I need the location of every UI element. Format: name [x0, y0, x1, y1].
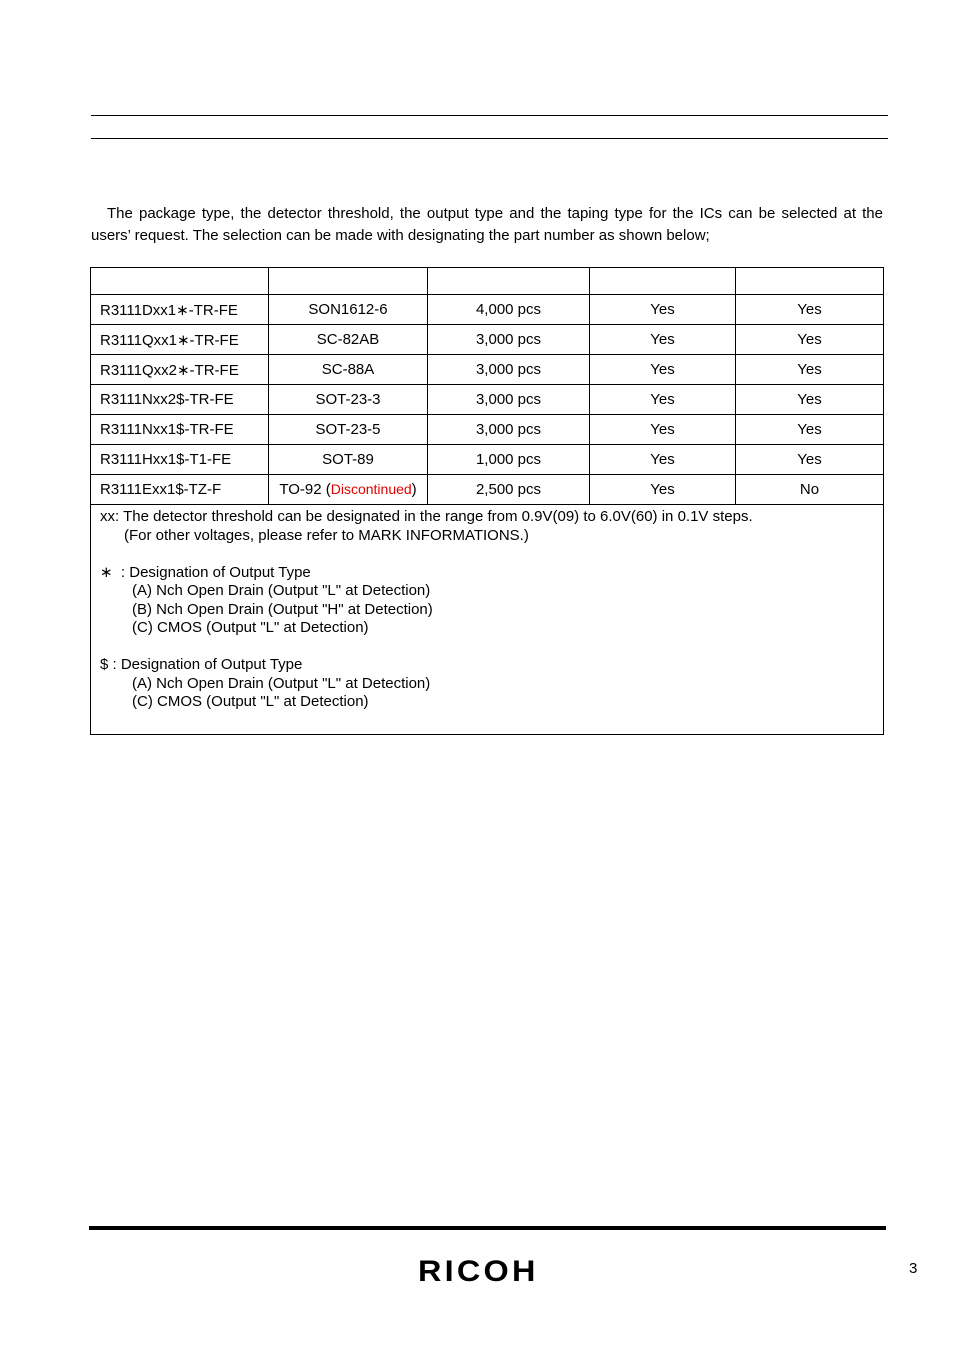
table-row [91, 475, 884, 505]
quantity-cell: 3,000 pcs [428, 325, 590, 355]
note-dollar-title: $ : Designation of Output Type [100, 656, 303, 673]
halogen-free-cell: Yes [736, 415, 884, 445]
quantity-cell: 3,000 pcs [428, 355, 590, 385]
part-number-cell: R3111Hxx1$-T1-FE [91, 445, 269, 475]
table-row [91, 385, 884, 415]
pb-free-cell: Yes [590, 295, 736, 325]
footer-rule [89, 1226, 886, 1230]
quantity-cell: 4,000 pcs [428, 295, 590, 325]
pb-free-cell: Yes [590, 325, 736, 355]
part-number-cell: R3111Exx1$-TZ-F [91, 475, 269, 505]
quantity-cell: 3,000 pcs [428, 385, 590, 415]
header-rule-top [91, 115, 888, 116]
ricoh-logo: RICOH [418, 1255, 539, 1288]
quantity-cell: 3,000 pcs [428, 415, 590, 445]
package-cell [269, 475, 428, 505]
discontinued-label: Discontinued [330, 481, 412, 497]
halogen-free-cell: Yes [736, 385, 884, 415]
table-row [91, 415, 884, 445]
pb-free-cell: Yes [590, 475, 736, 505]
note-star-a: (A) Nch Open Drain (Output "L" at Detection) [132, 582, 431, 599]
pb-free-cell: Yes [590, 445, 736, 475]
header-cell [590, 268, 736, 295]
intro-text: The package type, the detector threshold, the output type and the taping type for the ICs can be selected at the users’ request. The selection can be made with designating the part number as shown below; [91, 205, 883, 244]
table-row [91, 325, 884, 355]
part-number-cell: R3111Nxx1$-TR-FE [91, 415, 269, 445]
header-cell [736, 268, 884, 295]
note-xx: xx: The detector threshold can be designated in the range from 0.9V(09) to 6.0V(60) in 0.1V steps. [100, 508, 753, 525]
halogen-free-cell: Yes [736, 445, 884, 475]
halogen-free-cell: Yes [736, 295, 884, 325]
package-cell: SC-88A [269, 355, 428, 385]
pb-free-cell: Yes [590, 355, 736, 385]
quantity-cell: 1,000 pcs [428, 445, 590, 475]
notes-cell [91, 505, 884, 735]
header-rule-bottom [91, 138, 888, 139]
header-cell [269, 268, 428, 295]
note-star-b: (B) Nch Open Drain (Output "H" at Detection) [132, 600, 433, 618]
table-row [91, 445, 884, 475]
ordering-table [90, 267, 884, 735]
part-number-cell: R3111Nxx2$-TR-FE [91, 385, 269, 415]
part-number-cell: R3111Dxx1∗-TR-FE [91, 295, 269, 325]
table-header-row [91, 268, 884, 295]
package-cell: SOT-23-3 [269, 385, 428, 415]
table-row [91, 355, 884, 385]
package-cell: SON1612-6 [269, 295, 428, 325]
halogen-free-cell: Yes [736, 355, 884, 385]
page-number: 3 [909, 1260, 918, 1277]
header-cell [91, 268, 269, 295]
package-name: TO-92 ( [279, 481, 331, 498]
package-cell: SC-82AB [269, 325, 428, 355]
package-cell: SOT-89 [269, 445, 428, 475]
note-dollar-a: (A) Nch Open Drain (Output "L" at Detection) [132, 674, 431, 692]
table-row [91, 295, 884, 325]
header-cell [428, 268, 590, 295]
quantity-cell: 2,500 pcs [428, 475, 590, 505]
intro-paragraph [91, 203, 883, 247]
part-number-cell: R3111Qxx1∗-TR-FE [91, 325, 269, 355]
note-dollar-c: (C) CMOS (Output "L" at Detection) [132, 693, 369, 710]
halogen-free-cell: No [736, 475, 884, 505]
notes-row [91, 505, 884, 735]
note-star-title: ∗ : Designation of Output Type [100, 563, 311, 581]
package-cell: SOT-23-5 [269, 415, 428, 445]
halogen-free-cell: Yes [736, 325, 884, 355]
note-xx-sub: (For other voltages, please refer to MARK INFORMATIONS.) [124, 526, 529, 544]
part-number-cell: R3111Qxx2∗-TR-FE [91, 355, 269, 385]
pb-free-cell: Yes [590, 415, 736, 445]
note-star-c: (C) CMOS (Output "L" at Detection) [132, 619, 369, 636]
package-close-paren: ) [411, 481, 417, 498]
pb-free-cell: Yes [590, 385, 736, 415]
